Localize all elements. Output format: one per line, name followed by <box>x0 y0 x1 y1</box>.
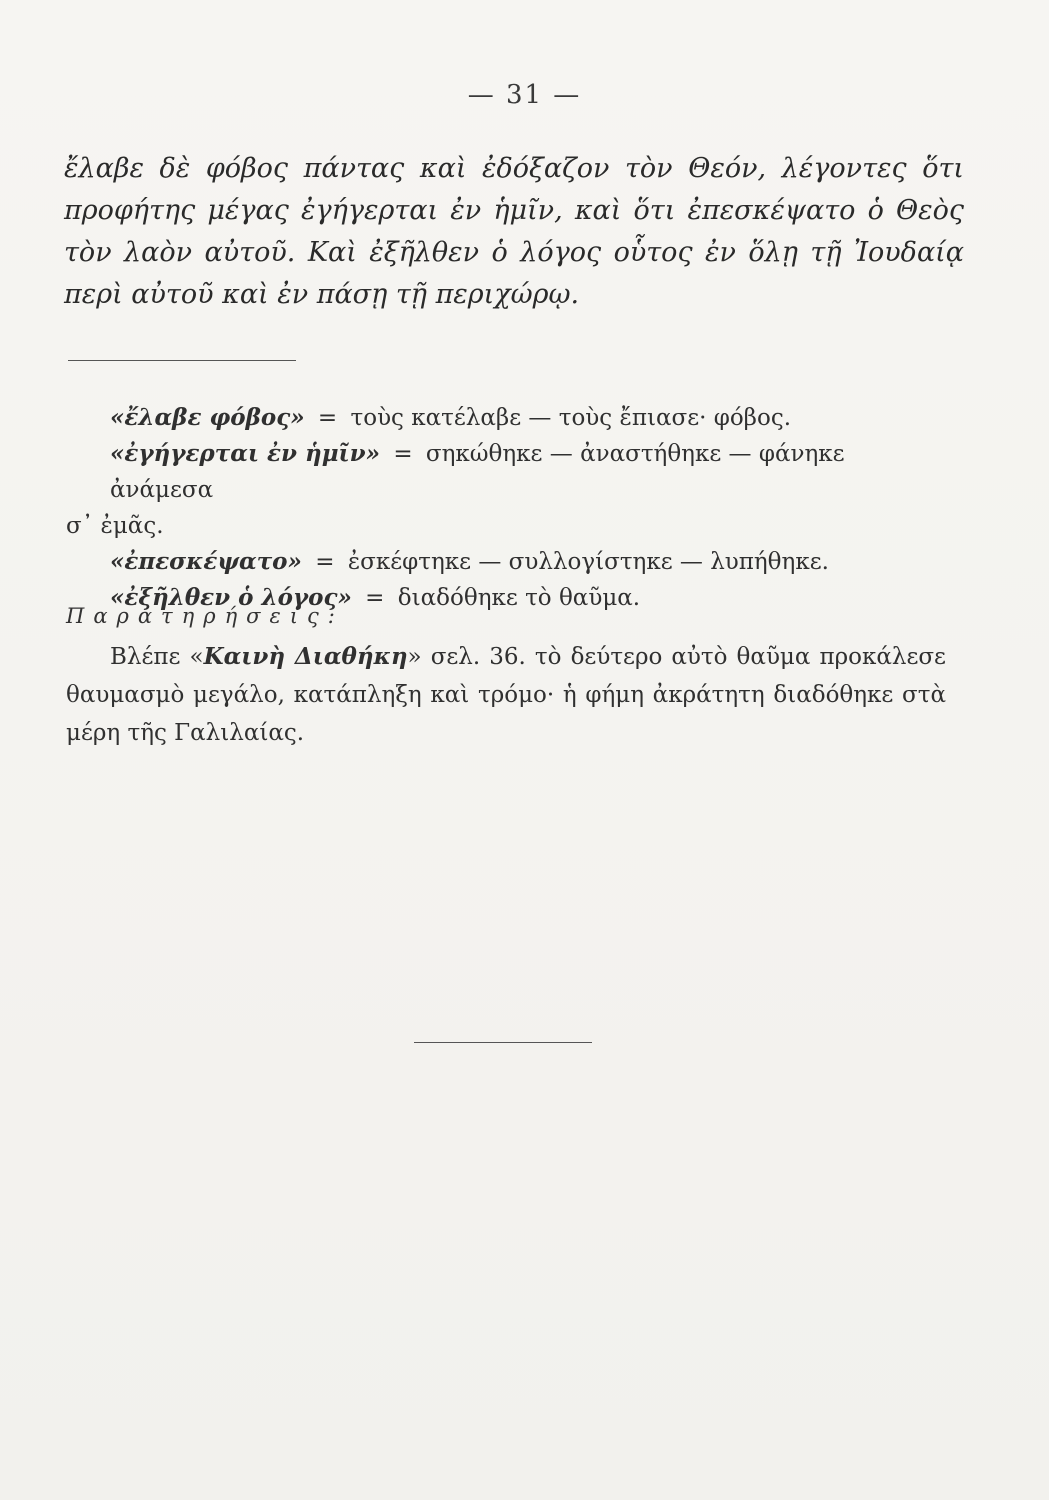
glossary-entry <box>66 400 946 436</box>
glossary <box>66 400 946 616</box>
equals-sign: = <box>317 405 338 431</box>
glossary-meaning: ἐσκέφτηκε — συλλογίστηκε — λυπήθηκε. <box>347 549 829 575</box>
equals-sign: = <box>393 441 413 467</box>
equals-sign: = <box>365 585 385 611</box>
equals-sign: = <box>315 549 335 575</box>
notes-paragraph <box>66 638 946 752</box>
glossary-meaning: τοὺς κατέλαβε — τοὺς ἔπιασε· φόβος. <box>350 405 792 431</box>
glossary-term: «ἐξῆλθεν ὁ λόγος» <box>110 584 352 611</box>
glossary-continuation: σ᾽ ἐμᾶς. <box>66 513 164 539</box>
notes-body <box>66 638 946 752</box>
reference-title: Καινὴ Διαθήκη <box>203 643 408 670</box>
notes-intro: Βλέπε « <box>110 644 204 670</box>
end-divider <box>414 1042 592 1043</box>
glossary-term: «ἐπεσκέψατο» <box>110 548 302 575</box>
glossary-meaning: σηκώθηκε — ἀναστήθηκε — φάνηκε ἀνάμεσα <box>110 441 845 503</box>
glossary-meaning: διαδόθηκε τὸ θαῦμα. <box>397 585 641 611</box>
page-number: — 31 — <box>467 80 582 110</box>
notes-heading: Παρατηρήσεις: <box>66 604 344 628</box>
glossary-term: «ἔλαβε φόβος» <box>110 404 305 431</box>
passage-text: ἔλαβε δὲ φόβος πάντας καὶ ἐδόξαζον τὸν Θεόν, λέγοντες ὅτι προφήτης μέγας ἐγήγερται ἐν ἡμῖν, καὶ ὅτι ἐπεσκέψατο ὁ Θεὸς τὸν λαὸν αὐτοῦ. Καὶ ἐξῆλθεν ὁ λόγος οὗτος ἐν ὅλῃ τῇ Ἰουδαίᾳ περὶ αὐτοῦ καὶ ἐν πάσῃ τῇ περιχώρῳ. <box>64 153 964 310</box>
glossary-term: «ἐγήγερται ἐν ἡμῖν» <box>110 440 381 467</box>
glossary-entry <box>66 544 946 580</box>
scripture-passage <box>64 148 964 316</box>
notes-text: » σελ. 36. τὸ δεύτερο αὐτὸ θαῦμα προκάλεσε θαυμασμὸ μεγάλο, κατάπληξη καὶ τρόμο· ἡ φήμη ἀκράτητη διαδόθηκε στὰ μέρη τῆς Γαλιλαίας. <box>66 644 946 746</box>
section-divider <box>68 360 296 361</box>
glossary-entry <box>66 436 946 508</box>
